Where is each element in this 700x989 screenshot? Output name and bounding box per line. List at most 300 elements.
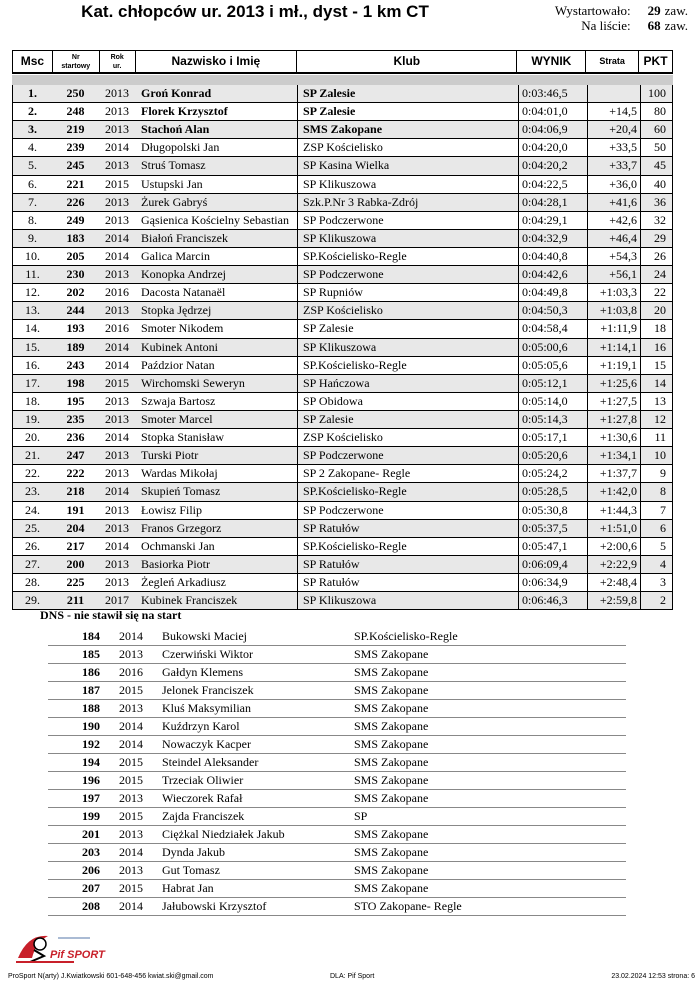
club-cell: SP Ratułów (297, 520, 518, 537)
dns-bib: 190 (82, 719, 100, 733)
points-cell: 11 (640, 429, 673, 446)
bib-cell: 183 (66, 230, 85, 245)
birth-year-cell: 2013 (105, 502, 129, 517)
points-cell: 9 (640, 465, 673, 482)
dns-club: SMS Zakopane (354, 647, 429, 661)
dns-bib: 206 (82, 863, 100, 877)
dns-row (48, 682, 626, 700)
bib-cell: 222 (66, 466, 85, 481)
birth-year-cell: 2014 (105, 230, 129, 245)
dns-club: SP (354, 809, 368, 823)
place-cell: 12. (12, 284, 52, 301)
place-cell: 11. (12, 266, 52, 283)
birth-year-cell: 2013 (105, 575, 129, 589)
table-row (12, 212, 673, 230)
gap-cell: +1:27,5 (587, 393, 640, 410)
table-row (12, 339, 673, 357)
athlete-name-cell: Łowisz Filip (141, 502, 203, 517)
athlete-name-cell: Ustupski Jan (141, 176, 203, 191)
result-time-cell: 0:04:40,8 (518, 248, 587, 265)
result-time-cell: 0:05:30,8 (518, 502, 587, 519)
dns-bib: 208 (82, 899, 100, 913)
bib-cell: 221 (66, 176, 85, 191)
dns-birth-year: 2015 (119, 755, 143, 769)
birth-year-cell: 2014 (105, 484, 129, 499)
club-cell: SP Podczerwone (297, 502, 518, 519)
points-cell: 50 (640, 139, 673, 156)
bib-cell: 235 (66, 412, 85, 427)
dns-athlete-name: Habrat Jan (162, 881, 214, 895)
dns-bib: 196 (82, 773, 100, 787)
dns-birth-year: 2015 (119, 773, 143, 787)
place-cell: 24. (12, 502, 52, 519)
result-time-cell: 0:05:05,6 (518, 357, 587, 374)
result-time-cell: 0:04:06,9 (518, 121, 587, 138)
dns-club: SMS Zakopane (354, 665, 429, 679)
result-time-cell: 0:05:37,5 (518, 520, 587, 537)
bib-cell: 198 (66, 375, 85, 390)
listed-unit: zaw. (664, 18, 688, 33)
gap-cell: +42,6 (587, 212, 640, 229)
listed-row (536, 18, 688, 33)
result-time-cell: 0:04:49,8 (518, 284, 587, 301)
points-cell: 100 (640, 85, 673, 102)
points-cell: 40 (640, 176, 673, 193)
dns-club: SMS Zakopane (354, 773, 429, 787)
place-cell: 28. (12, 574, 52, 591)
start-stats (536, 3, 688, 33)
birth-year-cell: 2016 (105, 285, 129, 300)
gap-cell: +33,7 (587, 157, 640, 174)
dns-row (48, 880, 626, 898)
birth-year-cell: 2013 (105, 86, 129, 101)
gap-cell: +36,0 (587, 176, 640, 193)
club-cell: SP Ratułów (297, 556, 518, 573)
dns-birth-year: 2013 (119, 791, 143, 805)
athlete-name-cell: Smoter Marcel (141, 412, 213, 427)
athlete-name-cell: Skupień Tomasz (141, 484, 221, 499)
birth-year-cell: 2013 (105, 104, 129, 119)
dns-club: SMS Zakopane (354, 863, 429, 877)
points-cell: 4 (640, 556, 673, 573)
dns-club: SMS Zakopane (354, 791, 429, 805)
result-time-cell: 0:05:12,1 (518, 375, 587, 392)
result-time-cell: 0:04:20,2 (518, 157, 587, 174)
table-row (12, 139, 673, 157)
place-cell: 19. (12, 411, 52, 428)
club-cell: SP Zalesie (297, 411, 518, 428)
result-time-cell: 0:04:01,0 (518, 103, 587, 120)
result-time-cell: 0:03:46,5 (518, 85, 587, 102)
gap-cell: +1:11,9 (587, 320, 640, 337)
club-cell: SP Kasina Wielka (297, 157, 518, 174)
col-header-klub: Klub (297, 51, 517, 72)
birth-year-cell: 2013 (105, 556, 129, 571)
birth-year-cell: 2013 (105, 448, 129, 463)
birth-year-cell: 2016 (105, 321, 129, 336)
dns-bib: 199 (82, 809, 100, 823)
bib-cell: 250 (66, 86, 85, 101)
dns-club: SMS Zakopane (354, 737, 429, 751)
birth-year-cell: 2014 (105, 140, 129, 155)
place-cell: 3. (12, 121, 52, 138)
bib-cell: 239 (66, 140, 85, 155)
dns-athlete-name: Nowaczyk Kacper (162, 737, 251, 751)
athlete-name-cell: Florek Krzysztof (141, 104, 228, 119)
points-cell: 5 (640, 538, 673, 555)
table-row (12, 230, 673, 248)
points-cell: 12 (640, 411, 673, 428)
dns-athlete-name: Gut Tomasz (162, 863, 220, 877)
birth-year-cell: 2013 (105, 194, 129, 209)
gap-cell: +2:59,8 (587, 592, 640, 609)
bib-cell: 195 (66, 393, 85, 408)
listed-label: Na liście: (581, 18, 631, 33)
club-cell: SMS Zakopane (297, 121, 518, 138)
athlete-name-cell: Gąsienica Kościelny Sebastian (141, 212, 289, 227)
dns-bib: 207 (82, 881, 100, 895)
footer-center: DLA: Pif Sport (330, 973, 375, 980)
dns-athlete-name: Dynda Jakub (162, 845, 225, 859)
gap-cell: +2:48,4 (587, 574, 640, 591)
dns-athlete-name: Gałdyn Klemens (162, 665, 243, 679)
athlete-name-cell: Białoń Franciszek (141, 230, 228, 245)
points-cell: 20 (640, 302, 673, 319)
dns-row (48, 628, 626, 646)
result-time-cell: 0:05:20,6 (518, 447, 587, 464)
dns-athlete-name: Czerwiński Wiktor (162, 647, 253, 661)
club-cell: SP Obidowa (297, 393, 518, 410)
gap-cell: +1:25,6 (587, 375, 640, 392)
club-cell: SP.Kościelisko-Regle (297, 538, 518, 555)
dns-bib: 194 (82, 755, 100, 769)
place-cell: 4. (12, 139, 52, 156)
athlete-name-cell: Paździor Natan (141, 357, 215, 372)
dns-bib: 187 (82, 683, 100, 697)
dns-row (48, 664, 626, 682)
bib-cell: 218 (66, 484, 85, 499)
dns-row (48, 754, 626, 772)
result-time-cell: 0:04:32,9 (518, 230, 587, 247)
place-cell: 14. (12, 320, 52, 337)
started-row (536, 3, 688, 18)
gap-cell: +14,5 (587, 103, 640, 120)
col-header-nr-line2: startowy (61, 62, 91, 70)
gap-cell: +1:51,0 (587, 520, 640, 537)
bib-cell: 211 (66, 593, 85, 608)
bib-cell: 247 (66, 448, 85, 463)
club-cell: SP 2 Zakopane- Regle (297, 465, 518, 482)
points-cell: 15 (640, 357, 673, 374)
result-time-cell: 0:04:28,1 (518, 194, 587, 211)
svg-text:Pif SPORT: Pif SPORT (50, 949, 105, 961)
result-time-cell: 0:04:50,3 (518, 302, 587, 319)
points-cell: 8 (640, 483, 673, 500)
dns-bib: 203 (82, 845, 100, 859)
birth-year-cell: 2013 (105, 212, 129, 227)
athlete-name-cell: Basiorka Piotr (141, 556, 210, 571)
athlete-name-cell: Franos Grzegorz (141, 520, 222, 535)
club-cell: SP.Kościelisko-Regle (297, 357, 518, 374)
dns-birth-year: 2013 (119, 701, 143, 715)
points-cell: 18 (640, 320, 673, 337)
dns-birth-year: 2013 (119, 647, 143, 661)
birth-year-cell: 2014 (105, 339, 129, 354)
place-cell: 27. (12, 556, 52, 573)
birth-year-cell: 2013 (105, 393, 129, 408)
points-cell: 16 (640, 339, 673, 356)
table-row (12, 284, 673, 302)
dns-bib: 186 (82, 665, 100, 679)
athlete-name-cell: Żegleń Arkadiusz (141, 575, 226, 589)
points-cell: 26 (640, 248, 673, 265)
place-cell: 21. (12, 447, 52, 464)
bib-cell: 200 (66, 556, 85, 571)
table-row (12, 320, 673, 338)
dns-row (48, 826, 626, 844)
dns-bib: 184 (82, 629, 100, 643)
col-header-wynik: WYNIK (517, 51, 586, 72)
result-time-cell: 0:05:28,5 (518, 483, 587, 500)
dns-athlete-name: Ciężkal Niedziałek Jakub (162, 827, 285, 841)
table-row (12, 85, 673, 103)
athlete-name-cell: Wardas Mikołaj (141, 466, 218, 481)
points-cell: 22 (640, 284, 673, 301)
table-row (12, 103, 673, 121)
points-cell: 7 (640, 502, 673, 519)
gap-cell: +46,4 (587, 230, 640, 247)
dns-row (48, 862, 626, 880)
dns-row (48, 898, 626, 916)
dns-bib: 197 (82, 791, 100, 805)
athlete-name-cell: Konopka Andrzej (141, 267, 226, 282)
dns-birth-year: 2016 (119, 665, 143, 679)
dns-row (48, 844, 626, 862)
dns-bib: 188 (82, 701, 100, 715)
points-cell: 6 (640, 520, 673, 537)
birth-year-cell: 2017 (105, 593, 129, 608)
athlete-name-cell: Kubinek Antoni (141, 339, 218, 354)
dns-athlete-name: Jelonek Franciszek (162, 683, 254, 697)
result-time-cell: 0:05:14,0 (518, 393, 587, 410)
footer-right: 23.02.2024 12:53 strona: 6 (611, 973, 695, 980)
col-header-strata: Strata (586, 51, 639, 72)
dns-athlete-name: Kuźdrzyn Karol (162, 719, 240, 733)
dns-row (48, 736, 626, 754)
dns-athlete-name: Bukowski Maciej (162, 629, 247, 643)
birth-year-cell: 2013 (105, 520, 129, 535)
table-row (12, 176, 673, 194)
club-cell: SP Podczerwone (297, 447, 518, 464)
gap-cell: +20,4 (587, 121, 640, 138)
birth-year-cell: 2013 (105, 267, 129, 282)
place-cell: 25. (12, 520, 52, 537)
place-cell: 16. (12, 357, 52, 374)
athlete-name-cell: Stopka Stanisław (141, 430, 224, 445)
gap-cell: +54,3 (587, 248, 640, 265)
bib-cell: 205 (66, 249, 85, 264)
gap-cell: +1:14,1 (587, 339, 640, 356)
gap-cell: +1:44,3 (587, 502, 640, 519)
points-cell: 36 (640, 194, 673, 211)
birth-year-cell: 2014 (105, 249, 129, 264)
bib-cell: 249 (66, 212, 85, 227)
place-cell: 20. (12, 429, 52, 446)
dns-athlete-name: Kluś Maksymilian (162, 701, 251, 715)
birth-year-cell: 2013 (105, 303, 129, 318)
bib-cell: 217 (66, 538, 85, 553)
dns-birth-year: 2014 (119, 845, 143, 859)
result-time-cell: 0:05:24,2 (518, 465, 587, 482)
col-header-rok-line1: Rok (110, 53, 124, 61)
dns-row (48, 646, 626, 664)
birth-year-cell: 2014 (105, 430, 129, 445)
dns-birth-year: 2013 (119, 863, 143, 877)
points-cell: 80 (640, 103, 673, 120)
club-cell: ZSP Kościelisko (297, 429, 518, 446)
athlete-name-cell: Smoter Nikodem (141, 321, 224, 336)
club-cell: SP.Kościelisko-Regle (297, 248, 518, 265)
athlete-name-cell: Żurek Gabryś (141, 194, 208, 209)
athlete-name-cell: Galica Marcin (141, 249, 210, 264)
results-table-body (12, 85, 673, 610)
athlete-name-cell: Szwaja Bartosz (141, 393, 216, 408)
birth-year-cell: 2015 (105, 375, 129, 390)
dns-birth-year: 2014 (119, 899, 143, 913)
birth-year-cell: 2013 (105, 412, 129, 427)
col-header-rok-line2: ur. (112, 62, 122, 70)
table-row (12, 375, 673, 393)
athlete-name-cell: Wirchomski Seweryn (141, 375, 245, 390)
table-row (12, 194, 673, 212)
place-cell: 5. (12, 157, 52, 174)
gap-cell (587, 85, 640, 102)
points-cell: 10 (640, 447, 673, 464)
dns-club: SP.Kościelisko-Regle (354, 629, 458, 643)
dns-club: SMS Zakopane (354, 701, 429, 715)
club-cell: SP Klikuszowa (297, 176, 518, 193)
table-row (12, 574, 673, 592)
dns-club: STO Zakopane- Regle (354, 899, 462, 913)
place-cell: 18. (12, 393, 52, 410)
gap-cell: +1:42,0 (587, 483, 640, 500)
dns-athlete-name: Wieczorek Rafał (162, 791, 243, 805)
club-cell: SP Klikuszowa (297, 592, 518, 609)
footer-left: ProSport N(arty) J.Kwiatkowski 601-648-456 kwiat.ski@gmail.com (8, 973, 214, 980)
page-footer (0, 971, 700, 985)
dns-club: SMS Zakopane (354, 881, 429, 895)
club-cell: ZSP Kościelisko (297, 302, 518, 319)
col-header-msc: Msc (13, 51, 53, 72)
bib-cell: 230 (66, 267, 85, 282)
athlete-name-cell: Kubinek Franciszek (141, 593, 238, 608)
place-cell: 7. (12, 194, 52, 211)
club-cell: SP Podczerwone (297, 266, 518, 283)
header-separator-bar (12, 75, 673, 85)
athlete-name-cell: Stopka Jędrzej (141, 303, 212, 318)
birth-year-cell: 2013 (105, 158, 129, 173)
dns-bib: 201 (82, 827, 100, 841)
club-cell: SP Klikuszowa (297, 230, 518, 247)
table-row (12, 357, 673, 375)
dns-list (48, 628, 626, 916)
place-cell: 26. (12, 538, 52, 555)
club-cell: SP.Kościelisko-Regle (297, 483, 518, 500)
table-row (12, 248, 673, 266)
table-row (12, 502, 673, 520)
started-unit: zaw. (664, 3, 688, 18)
bib-cell: 204 (66, 520, 85, 535)
club-cell: SP Ratułów (297, 574, 518, 591)
bib-cell: 244 (66, 303, 85, 318)
result-time-cell: 0:04:58,4 (518, 320, 587, 337)
dns-birth-year: 2014 (119, 629, 143, 643)
table-row (12, 302, 673, 320)
athlete-name-cell: Stachoń Alan (141, 122, 210, 137)
place-cell: 2. (12, 103, 52, 120)
points-cell: 2 (640, 592, 673, 609)
result-time-cell: 0:05:00,6 (518, 339, 587, 356)
dns-row (48, 772, 626, 790)
club-cell: SP Zalesie (297, 320, 518, 337)
result-time-cell: 0:05:17,1 (518, 429, 587, 446)
dns-bib: 185 (82, 647, 100, 661)
gap-cell: +2:00,6 (587, 538, 640, 555)
dns-row (48, 808, 626, 826)
points-cell: 60 (640, 121, 673, 138)
table-row (12, 483, 673, 501)
dns-athlete-name: Jałubowski Krzysztof (162, 899, 267, 913)
gap-cell: +1:34,1 (587, 447, 640, 464)
bib-cell: 245 (66, 158, 85, 173)
points-cell: 24 (640, 266, 673, 283)
started-count: 29 (647, 3, 661, 18)
dns-row (48, 790, 626, 808)
gap-cell: +1:03,3 (587, 284, 640, 301)
dns-club: SMS Zakopane (354, 719, 429, 733)
club-cell: Szk.P.Nr 3 Rabka-Zdrój (297, 194, 518, 211)
birth-year-cell: 2014 (105, 357, 129, 372)
dns-row (48, 718, 626, 736)
place-cell: 6. (12, 176, 52, 193)
result-time-cell: 0:04:42,6 (518, 266, 587, 283)
page-title: Kat. chłopców ur. 2013 i mł., dyst - 1 km CT (81, 2, 429, 21)
athlete-name-cell: Struś Tomasz (141, 158, 206, 173)
gap-cell: +56,1 (587, 266, 640, 283)
club-cell: SP Rupniów (297, 284, 518, 301)
birth-year-cell: 2013 (105, 466, 129, 481)
pif-sport-logo (14, 928, 105, 966)
athlete-name-cell: Dacosta Natanaël (141, 285, 226, 300)
table-row (12, 429, 673, 447)
dns-athlete-name: Trzeciak Oliwier (162, 773, 244, 787)
dns-club: SMS Zakopane (354, 755, 429, 769)
dns-birth-year: 2014 (119, 719, 143, 733)
result-time-cell: 0:05:14,3 (518, 411, 587, 428)
club-cell: SP Zalesie (297, 103, 518, 120)
bib-cell: 202 (66, 285, 85, 300)
result-time-cell: 0:06:46,3 (518, 592, 587, 609)
gap-cell: +1:30,6 (587, 429, 640, 446)
athlete-name-cell: Długopolski Jan (141, 140, 220, 155)
dns-club: SMS Zakopane (354, 683, 429, 697)
gap-cell: +1:03,8 (587, 302, 640, 319)
place-cell: 23. (12, 483, 52, 500)
dns-title: DNS - nie stawił się na start (40, 608, 182, 622)
results-table-header (12, 50, 673, 74)
place-cell: 10. (12, 248, 52, 265)
gap-cell: +33,5 (587, 139, 640, 156)
